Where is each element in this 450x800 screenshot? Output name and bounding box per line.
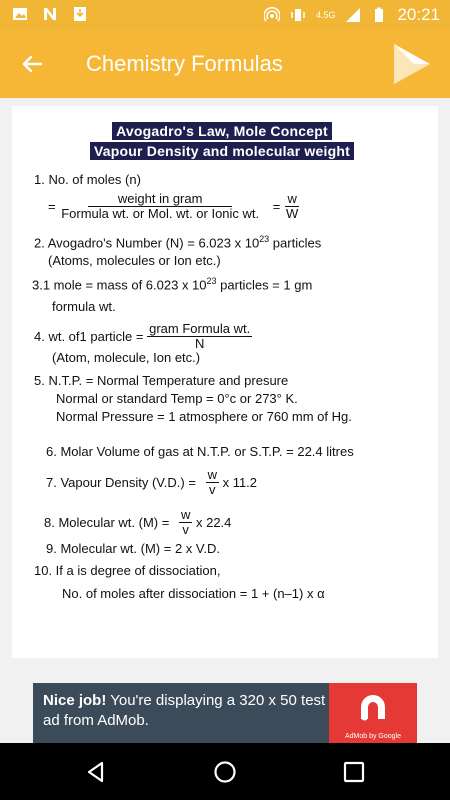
fraction-numerator: w xyxy=(180,507,191,522)
formula-1-w-fraction xyxy=(284,192,300,221)
formula-9: 9. Molecular wt. (M) = 2 x V.D. xyxy=(46,541,220,556)
arrow-left-icon xyxy=(21,53,43,75)
vibrate-icon xyxy=(290,7,306,23)
formula-4-fraction xyxy=(147,322,252,351)
formula-6: 6. Molar Volume of gas at N.T.P. or S.T.P. = 22.4 litres xyxy=(46,444,354,459)
formula-5-line-1: 5. N.T.P. = Normal Temperature and presure xyxy=(34,373,289,388)
play-button[interactable] xyxy=(390,42,434,86)
fraction-numerator: gram Formula wt. xyxy=(149,321,251,336)
fraction-denominator: W xyxy=(286,206,299,221)
formula-1-label: 1. No. of moles (n) xyxy=(34,172,141,187)
heading-line-1: Avogadro's Law, Mole Concept xyxy=(112,122,332,140)
ad-text xyxy=(43,691,333,731)
equals-sign: = xyxy=(272,199,281,214)
formula-text: 8. Molecular wt. (M) = xyxy=(44,515,170,530)
fraction-denominator: Formula wt. or Mol. wt. or Ionic wt. xyxy=(61,206,260,221)
formula-text: 2. Avogadro's Number (N) = 6.023 x 10 xyxy=(34,235,260,251)
formula-text: x 22.4 xyxy=(195,515,232,530)
nav-recents-button[interactable] xyxy=(340,758,368,786)
nav-back-icon xyxy=(82,758,110,786)
formula-5-line-2: Normal or standard Temp = 0°c or 273° K. xyxy=(56,391,298,406)
ad-body: You're displaying a 320 x 50 test ad from AdMob. xyxy=(43,692,326,729)
formula-text: 7. Vapour Density (V.D.) = xyxy=(46,475,196,490)
hotspot-icon xyxy=(264,7,280,23)
formula-8-fraction xyxy=(179,508,192,537)
formula-8 xyxy=(44,508,231,537)
page-title: Chemistry Formulas xyxy=(86,51,283,76)
nav-home-icon xyxy=(211,758,239,786)
network-label: 4.5G xyxy=(315,10,336,20)
formula-1 xyxy=(48,192,300,221)
back-button[interactable] xyxy=(16,48,48,80)
formula-3 xyxy=(32,276,312,292)
image-icon xyxy=(12,6,28,22)
formula-4-sub: (Atom, molecule, Ion etc.) xyxy=(52,350,201,365)
ad-brand: AdMob by Google xyxy=(344,733,402,740)
status-bar xyxy=(0,0,450,30)
ad-headline: Nice job! xyxy=(43,692,107,709)
formula-2-sub: (Atoms, molecules or Ion etc.) xyxy=(48,253,221,268)
formula-card xyxy=(12,106,438,658)
nav-home-button[interactable] xyxy=(211,758,239,786)
ad-banner[interactable] xyxy=(33,683,417,743)
fraction-numerator: w xyxy=(207,467,217,482)
exponent: 23 xyxy=(259,234,270,244)
formula-2 xyxy=(34,234,321,250)
fraction-denominator: v xyxy=(182,522,189,537)
download-icon xyxy=(72,6,88,22)
formula-5-line-3: Normal Pressure = 1 atmosphere or 760 mm of Hg. xyxy=(56,409,352,424)
nav-recents-icon xyxy=(340,758,368,786)
play-icon xyxy=(390,42,434,86)
formula-heading xyxy=(72,122,372,162)
exponent: 23 xyxy=(206,276,217,286)
formula-7 xyxy=(46,468,257,497)
app-bar xyxy=(0,30,450,98)
formula-text: particles = 1 gm xyxy=(216,277,313,293)
clock: 20:21 xyxy=(397,5,440,24)
fraction-denominator: v xyxy=(209,482,216,497)
equals-sign: = xyxy=(48,199,56,214)
formula-1-fraction xyxy=(59,192,261,221)
admob-logo-icon xyxy=(329,683,417,729)
battery-icon xyxy=(371,7,387,23)
formula-3-sub: formula wt. xyxy=(52,299,116,314)
formula-text: 4. wt. of1 particle = xyxy=(34,329,144,344)
fraction-denominator: N xyxy=(194,336,205,351)
signal-icon xyxy=(345,7,361,23)
n-icon xyxy=(42,6,58,22)
heading-line-2: Vapour Density and molecular weight xyxy=(90,142,354,160)
formula-10-line-2: No. of moles after dissociation = 1 + (n–1) x α xyxy=(62,586,325,601)
fraction-numerator: weight in gram xyxy=(88,192,233,207)
formula-4 xyxy=(34,322,252,351)
formula-text: 3.1 mole = mass of 6.023 x 10 xyxy=(32,277,207,293)
formula-text: particles xyxy=(269,235,322,251)
formula-10-line-1: 10. If a is degree of dissociation, xyxy=(34,563,221,578)
formula-text: x 11.2 xyxy=(222,475,258,490)
fraction-numerator: w xyxy=(287,191,297,206)
navigation-bar xyxy=(0,743,450,800)
nav-back-button[interactable] xyxy=(82,758,110,786)
formula-7-fraction xyxy=(206,468,219,497)
ad-logo xyxy=(329,683,417,743)
